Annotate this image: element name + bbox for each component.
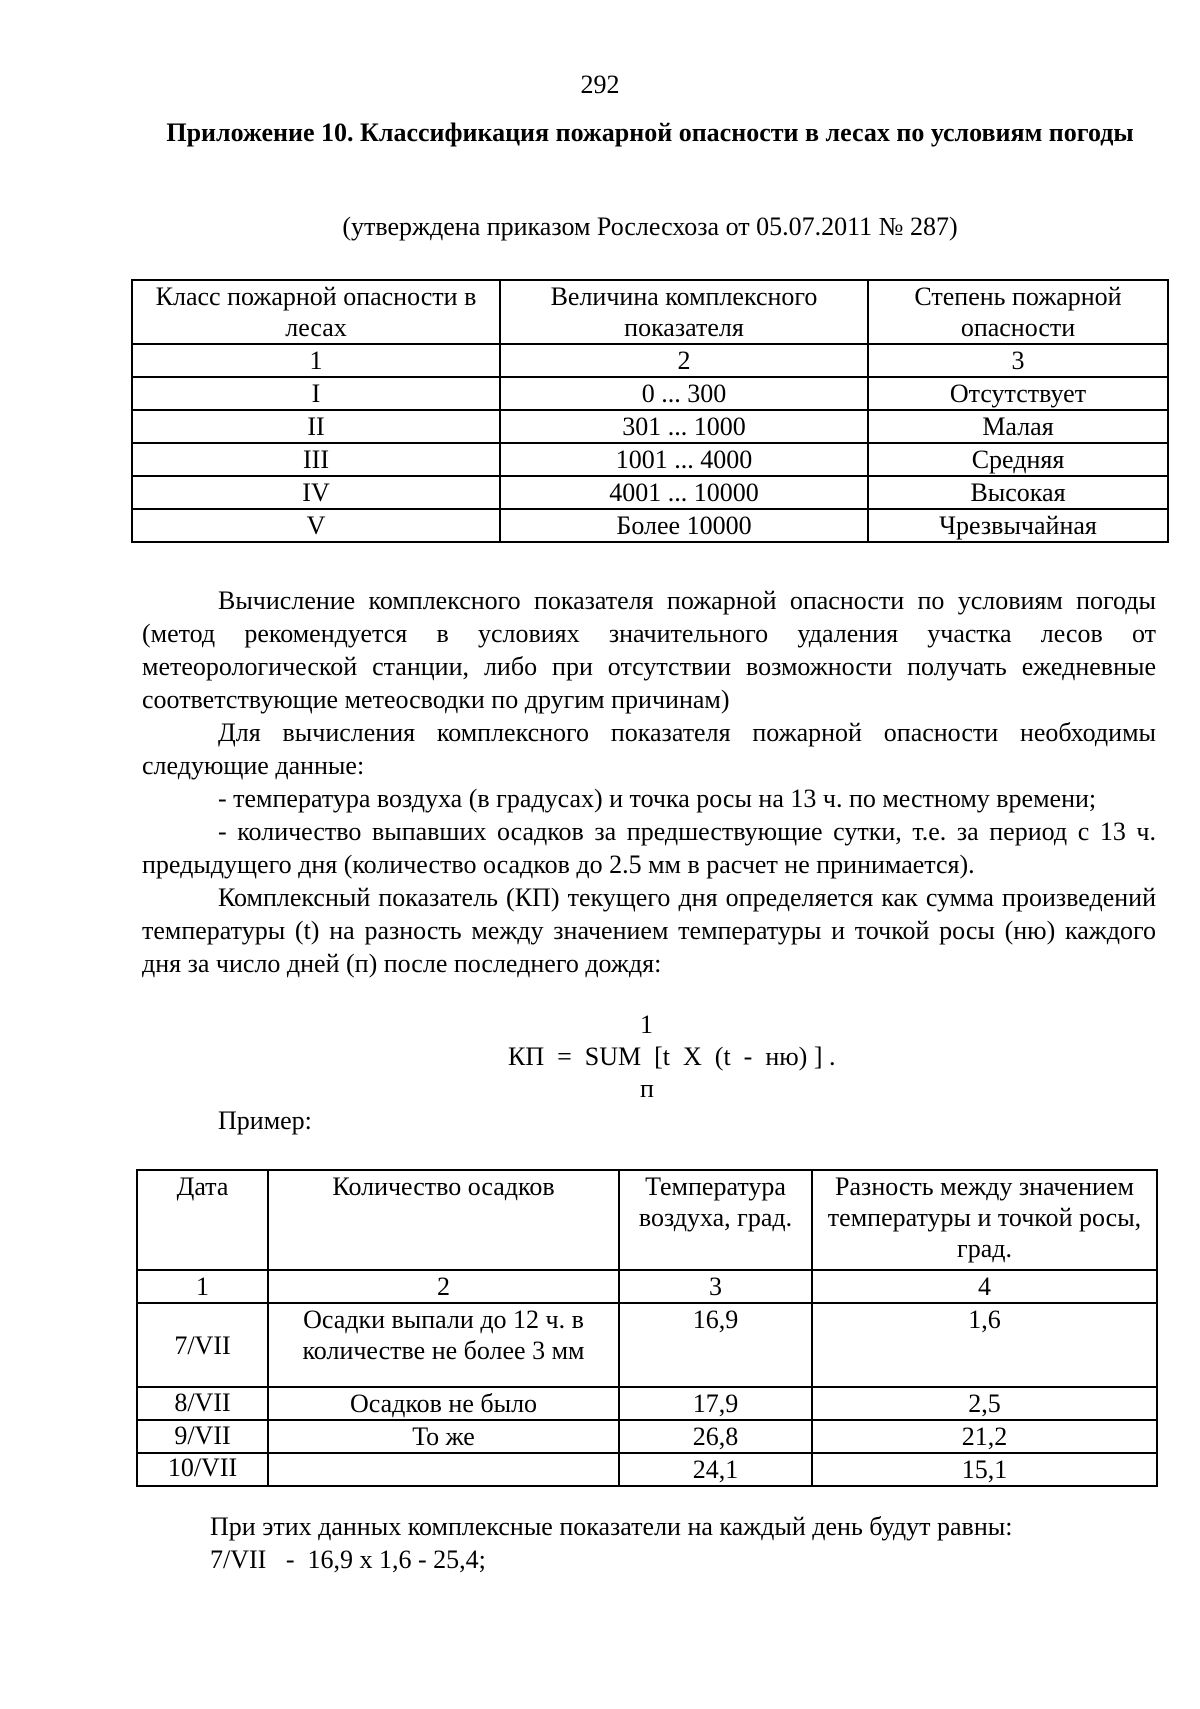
formula-lower: п [640,1074,654,1103]
result-line: 7/VII - 16,9 х 1,6 - 25,4; [210,1545,486,1574]
cell: 3 [619,1270,812,1303]
cell: 2 [268,1270,619,1303]
formula: КП = SUM [t X (t - ню) ] . [508,1042,836,1071]
cell: 15,1 [812,1453,1157,1486]
cell: 16,9 [619,1303,812,1387]
result-text [210,1510,1012,1576]
cell: 1,6 [812,1303,1157,1387]
cell: Более 10000 [500,509,868,542]
cell: 9/VII [137,1420,268,1453]
cell: 26,8 [619,1420,812,1453]
column-number-row [132,344,1168,377]
column-number-row [137,1270,1157,1303]
cell: II [132,410,500,443]
cell: Осадков не было [268,1387,619,1420]
cell: 24,1 [619,1453,812,1486]
table-header-row [132,280,1168,344]
cell [268,1453,619,1486]
subtitle: (утверждена приказом Рослесхоза от 05.07.2011 № 287) [342,212,958,241]
cell: III [132,443,500,476]
table-row [137,1387,1157,1420]
table-row [137,1420,1157,1453]
cell: 4 [812,1270,1157,1303]
cell: 1001 ... 4000 [500,443,868,476]
cell: 10/VII [137,1453,268,1486]
cell: 2,5 [812,1387,1157,1420]
cell: Высокая [868,476,1168,509]
cell: Чрезвычайная [868,509,1168,542]
cell: 2 [500,344,868,377]
formula-upper: 1 [640,1010,653,1039]
example-label: Пример: [218,1106,312,1135]
cell: То же [268,1420,619,1453]
table-row [132,476,1168,509]
cell: 301 ... 1000 [500,410,868,443]
table-row [132,443,1168,476]
cell: 0 ... 300 [500,377,868,410]
cell: I [132,377,500,410]
cell: 7/VII [137,1303,268,1387]
table-row [132,509,1168,542]
example-table [136,1169,1158,1487]
cell: 8/VII [137,1387,268,1420]
header-cell: Класс пожарной опасности в лесах [132,280,500,344]
cell: Малая [868,410,1168,443]
result-line: При этих данных комплексные показатели на каждый день будут равны: [210,1512,1013,1541]
paragraph: - количество выпавших осадков за предшествующие сутки, т.е. за период с 13 ч. предыдущего дня (количество осадков до 2.5 мм в расчет не принимается). [142,817,1156,879]
cell: 3 [868,344,1168,377]
fire-class-table [131,279,1169,543]
table-row [137,1453,1157,1486]
cell: 17,9 [619,1387,812,1420]
cell: Осадки выпали до 12 ч. в количестве не более 3 мм [268,1303,619,1387]
header-cell: Дата [137,1170,268,1270]
cell: 1 [132,344,500,377]
cell: IV [132,476,500,509]
body-text [142,584,1156,980]
page-number: 292 [580,70,620,99]
header-cell: Разность между значением температуры и точкой росы, град. [812,1170,1157,1270]
cell: Отсутствует [868,377,1168,410]
table-header-row [137,1170,1157,1270]
header-cell: Величина комплексного показателя [500,280,868,344]
table-row [132,410,1168,443]
header-cell: Температура воздуха, град. [619,1170,812,1270]
table-row [137,1303,1157,1387]
cell: Средняя [868,443,1168,476]
cell: 1 [137,1270,268,1303]
paragraph: Комплексный показатель (КП) текущего дня определяется как сумма произведений температуры (t) на разность между значением температуры и точкой росы (ню) каждого дня за число дней (п) после последнего дождя: [142,883,1156,978]
header-cell: Количество осадков [268,1170,619,1270]
paragraph: Для вычисления комплексного показателя пожарной опасности необходимы следующие данные: [142,718,1156,780]
cell: 21,2 [812,1420,1157,1453]
cell: V [132,509,500,542]
header-cell: Степень пожарной опасности [868,280,1168,344]
table-row [132,377,1168,410]
page-title: Приложение 10. Классификация пожарной опасности в лесах по условиям погоды [166,118,1134,147]
cell: 4001 ... 10000 [500,476,868,509]
paragraph: - температура воздуха (в градусах) и точка росы на 13 ч. по местному времени; [218,784,1097,813]
paragraph: Вычисление комплексного показателя пожарной опасности по условиям погоды (метод рекомендуется в условиях значительного удаления участка лесов от метеорологической станции, либо при отсутствии возможности получать ежедневные соответствующие метеосводки по другим причинам) [142,586,1156,714]
